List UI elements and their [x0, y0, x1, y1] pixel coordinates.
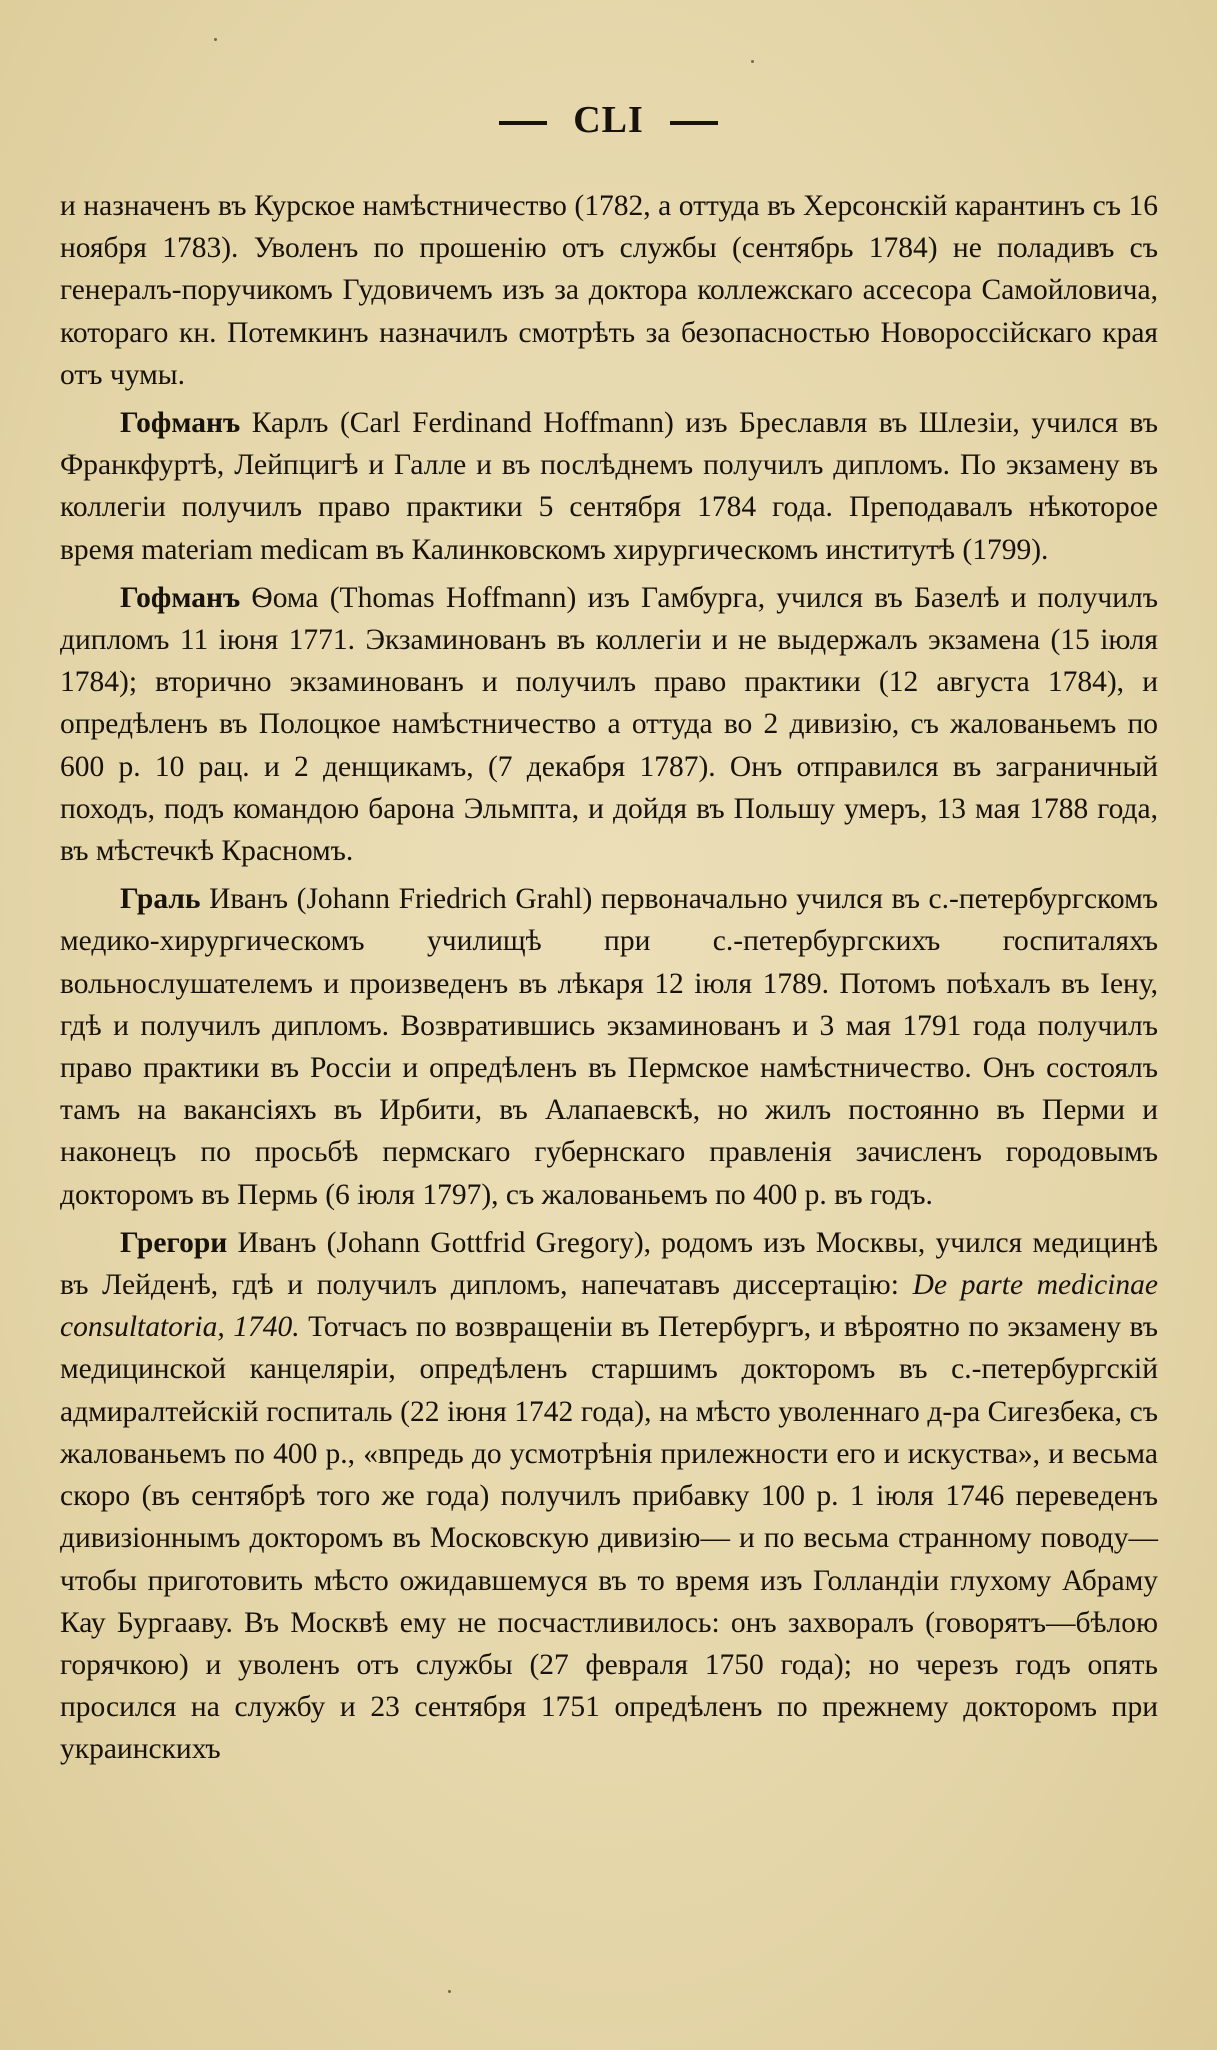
- paragraph-text: и назначенъ въ Курское намѣстничество (1782, а оттуда въ Херсонскій карантинъ съ 16 ноября 1783). Уволенъ по прошенію отъ службы (сентябрь 1784) не поладивъ съ генералъ-поручикомъ Гудовичемъ изъ за доктора коллежскаго ассесора Самойловича, котораго кн. Потемкинъ назначилъ смотрѣть за безопасностью Новороссійскаго края отъ чумы.: [60, 190, 1158, 391]
- header-dash-right: [670, 121, 718, 125]
- entry-text: Иванъ (Johann Gottfrid Gregory), родомъ изъ Москвы, учился медицинѣ въ Лейденѣ, гдѣ и получилъ дипломъ, напечатавъ диссертацію:: [60, 1226, 1158, 1302]
- header-dash-left: [499, 121, 547, 125]
- entry-name: Грегори: [120, 1226, 228, 1259]
- page-number: CLI: [573, 99, 644, 141]
- ink-speck: [751, 60, 754, 63]
- entry-grahl: [60, 878, 1158, 1216]
- ink-speck: [448, 1990, 451, 1993]
- entry-gregory: [60, 1222, 1158, 1771]
- entry-hoffmann-thomas: [60, 577, 1158, 872]
- entry-text: Ѳома (Thomas Hoffmann) изъ Гамбурга, учился въ Базелѣ и получилъ дипломъ 11 іюня 1771. Экзаминованъ въ коллегіи и не выдержалъ экзамена (15 іюля 1784); вторично экзаминованъ и получилъ право практики (12 августа 1784), и опредѣленъ въ Полоцкое намѣстничество а оттуда во 2 дивизію, съ жалованьемъ по 600 р. 10 рац. и 2 денщикамъ, (7 декабря 1787). Онъ отправился въ заграничный походъ, подъ командою барона Эльмпта, и дойдя въ Польшу умеръ, 13 мая 1788 года, въ мѣстечкѣ Красномъ.: [60, 581, 1158, 868]
- entry-text: Иванъ (Johann Friedrich Grahl) первоначально учился въ с.-петербургскомъ медико-хирургическомъ училищѣ при с.-петербургскихъ госпиталяхъ вольнослушателемъ и произведенъ въ лѣкаря 12 іюля 1789. Потомъ поѣхалъ въ Іену, гдѣ и получилъ дипломъ. Возвратившись экзаминованъ и 3 мая 1791 года получилъ право практики въ Россіи и опредѣленъ въ Пермское намѣстничество. Онъ состоялъ тамъ на вакансіяхъ въ Ирбити, въ Алапаевскѣ, но жилъ постоянно въ Перми и наконецъ по просьбѣ пермскаго губернскаго правленія зачисленъ городовымъ докторомъ въ Пермь (6 іюля 1797), съ жалованьемъ по 400 р. въ годъ.: [60, 883, 1158, 1211]
- page-header: [0, 98, 1217, 142]
- entry-text: Карлъ (Carl Ferdinand Hoffmann) изъ Бреславля въ Шлезіи, учился въ Франкфуртѣ, Лейпцигѣ и Галле и въ послѣднемъ получилъ дипломъ. По экзамену въ коллегіи получилъ право практики 5 сентября 1784 года. Преподавалъ нѣкоторое время materiam medicam въ Калинковскомъ хирургическомъ институтѣ (1799).: [60, 407, 1158, 566]
- entry-hoffmann-carl: [60, 402, 1158, 571]
- paragraph-continuation: [60, 185, 1158, 396]
- entry-name: Граль: [120, 883, 201, 916]
- body-text: [60, 185, 1158, 1771]
- dissertation-title: De parte medicinae consultatoria, 1740.: [60, 1269, 1158, 1344]
- entry-name: Гофманъ: [120, 581, 241, 614]
- entry-name: Гофманъ: [120, 407, 241, 440]
- entry-text-continued: Тотчасъ по возвращеніи въ Петербургъ, и вѣроятно по экзамену въ медицинской канцеляріи, опредѣленъ старшимъ докторомъ въ с.-петербургскій адмиралтейскій госпиталь (22 іюня 1742 года), на мѣсто уволеннаго д-ра Сигезбека, съ жалованьемъ по 400 р., «впредь до усмотрѣнія прилежности его и искуства», и весьма скоро (въ сентябрѣ того же года) получилъ прибавку 100 р. 1 іюля 1746 переведенъ дивизіоннымъ докторомъ въ Московскую дивизію— и по весьма странному поводу—чтобы приготовить мѣсто ожидавшемуся въ то время изъ Голландіи глухому Абраму Кау Бургааву. Въ Москвѣ ему не посчастливилось: онъ захворалъ (говорятъ—бѣлою горячкою) и уволенъ отъ службы (27 февраля 1750 года); но черезъ годъ опять просился на службу и 23 сентября 1751 опредѣленъ по прежнему докторомъ при украинскихъ: [60, 1311, 1158, 1766]
- ink-speck: [214, 38, 217, 41]
